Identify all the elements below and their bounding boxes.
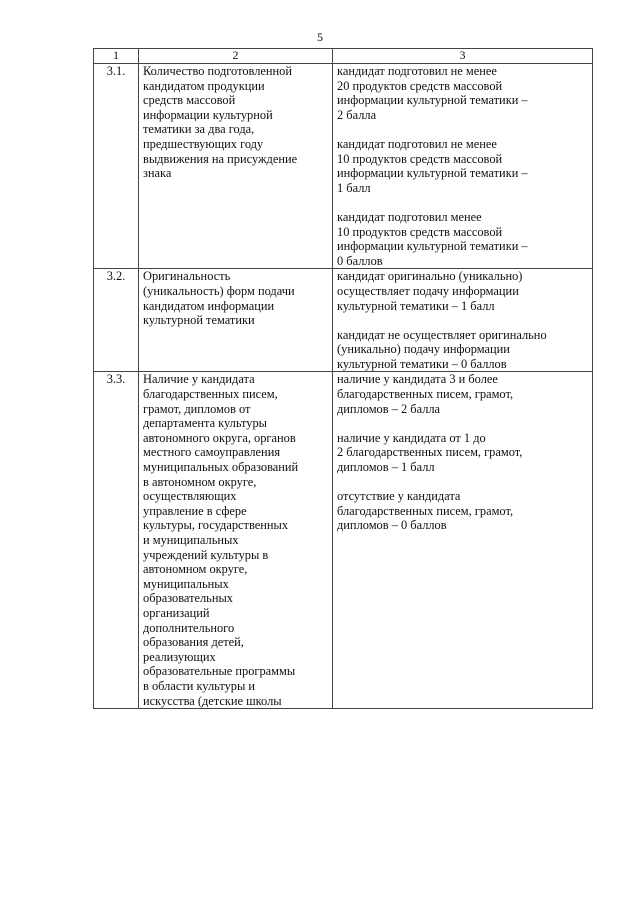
score-option: кандидат не осуществляет оригинально (уникально) подачу информации культурной тематики – 0 баллов: [337, 327, 547, 371]
table-row: [94, 269, 593, 372]
score-option: кандидат оригинально (уникально) осуществляет подачу информации культурной тематики – 1 балл: [337, 269, 523, 313]
score-option: наличие у кандидата от 1 до 2 благодарственных писем, грамот, дипломов – 1 балл: [337, 430, 523, 475]
row-number: 3.3.: [94, 372, 139, 709]
column-header-3: 3: [333, 49, 593, 64]
criteria-table: [93, 48, 593, 709]
criterion-cell: Наличие у кандидата благодарственных писем, грамот, дипломов от департамента культуры автономного округа, органов местного самоуправления муниципальных образований в автономном округе, осуществляющих управление в сфере культуры, государственных и муниципальных учреждений культуры в автономном округе, муниципальных образовательных организаций дополнительного образования детей, реализующих образовательные программы в области культуры и искусства (детские школы: [139, 372, 333, 709]
score-option: наличие у кандидата 3 и более благодарственных писем, грамот, дипломов – 2 балла: [337, 372, 514, 416]
row-number: 3.2.: [94, 269, 139, 372]
scores-cell: [333, 64, 593, 269]
header-row: [94, 49, 593, 64]
row-number: 3.1.: [94, 64, 139, 269]
table-row: [94, 372, 593, 709]
page-number: 5: [317, 30, 323, 44]
scores-cell: [333, 269, 593, 372]
score-option: кандидат подготовил менее 10 продуктов средств массовой информации культурной тематики – 0 баллов: [337, 209, 528, 268]
score-option: кандидат подготовил не менее 20 продуктов средств массовой информации культурной тематики – 2 балла: [337, 64, 528, 122]
criterion-cell: Количество подготовленной кандидатом продукции средств массовой информации культурной тематики за два года, предшествующих году выдвижения на присуждение знака: [139, 64, 333, 269]
scores-cell: [333, 372, 593, 709]
score-option: кандидат подготовил не менее 10 продуктов средств массовой информации культурной тематики – 1 балл: [337, 136, 528, 195]
column-header-1: 1: [94, 49, 139, 64]
table-row: [94, 64, 593, 269]
score-option: отсутствие у кандидата благодарственных писем, грамот, дипломов – 0 баллов: [337, 489, 514, 533]
column-header-2: 2: [139, 49, 333, 64]
criterion-cell: Оригинальность (уникальность) форм подачи кандидатом информации культурной тематики: [139, 269, 333, 372]
